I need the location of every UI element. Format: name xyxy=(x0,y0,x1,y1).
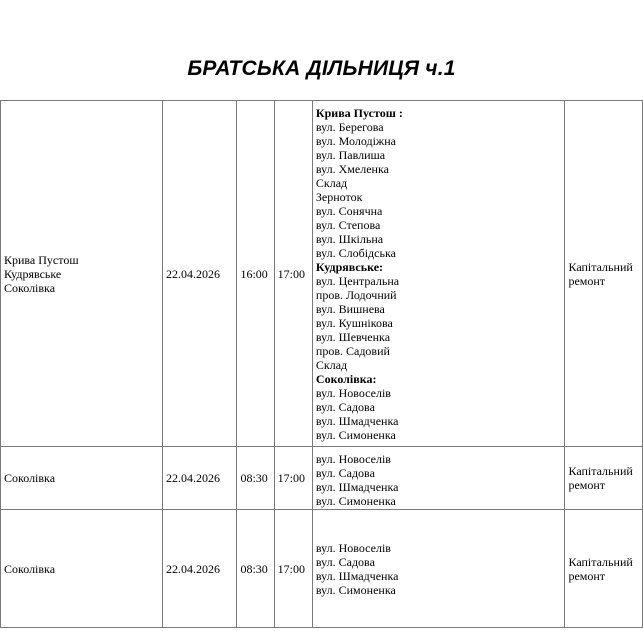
streets-cell xyxy=(312,101,565,447)
street-name: вул. Шмадченка xyxy=(315,568,399,583)
street-name: вул. Садова xyxy=(315,554,375,569)
start-time-cell: 08:30 xyxy=(237,510,274,628)
date-cell: 22.04.2026 xyxy=(163,447,237,510)
table-row xyxy=(1,510,643,628)
location-name: Соколівка xyxy=(4,280,56,295)
start-time-cell: 08:30 xyxy=(237,447,274,510)
end-time-cell: 17:00 xyxy=(274,101,312,447)
reason-cell xyxy=(565,447,643,510)
street-name: вул. Симоненка xyxy=(315,494,396,508)
street-name: вул. Шмадченка xyxy=(315,480,399,494)
street-name: вул. Садова xyxy=(315,466,375,480)
page-title: БРАТСЬКА ДІЛЬНИЦЯ ч.1 xyxy=(187,57,456,80)
street-name: вул. Садова xyxy=(315,400,375,414)
street-name: вул. Шкільна xyxy=(315,232,384,246)
end-time-cell: 17:00 xyxy=(274,510,312,628)
street-name: вул. Новоселів xyxy=(315,540,391,555)
street-name: вул. Хмеленка xyxy=(315,162,389,176)
locations-cell xyxy=(1,101,163,447)
date-cell: 22.04.2026 xyxy=(163,101,237,447)
table-row xyxy=(1,101,643,447)
street-name: вул. Новоселів xyxy=(315,452,391,466)
street-name: Склад xyxy=(315,358,348,372)
street-name: вул. Степова xyxy=(315,218,381,232)
location-name: Кудрявське xyxy=(4,266,62,281)
street-name: пров. Лодочний xyxy=(315,288,397,302)
settlement-heading: Крива Пустош : xyxy=(315,106,403,120)
street-name: вул. Шмадченка xyxy=(315,414,399,428)
locations-cell xyxy=(1,510,163,628)
location-name: Соколівка xyxy=(4,561,56,576)
streets-cell xyxy=(312,510,565,628)
reason-line: Капітальний xyxy=(568,259,633,274)
start-time-cell: 16:00 xyxy=(237,101,274,447)
street-name: вул. Симоненка xyxy=(315,428,396,442)
reason-line: Капітальний xyxy=(568,464,633,478)
street-name: вул. Сонячна xyxy=(315,204,383,218)
street-name: вул. Берегова xyxy=(315,120,384,134)
street-name: вул. Новоселів xyxy=(315,386,391,400)
reason-cell xyxy=(565,101,643,447)
reason-line: ремонт xyxy=(568,273,606,288)
reason-line: ремонт xyxy=(568,478,606,492)
end-time-cell: 17:00 xyxy=(274,447,312,510)
location-name: Крива Пустош xyxy=(4,252,79,267)
street-name: Склад xyxy=(315,176,348,190)
streets-cell xyxy=(312,447,565,510)
street-name: вул. Молодіжна xyxy=(315,134,396,148)
settlement-heading: Соколівка: xyxy=(315,372,377,386)
settlement-heading: Кудрявське: xyxy=(315,260,384,274)
reason-cell xyxy=(565,510,643,628)
reason-line: Капітальний xyxy=(568,554,633,569)
table-row xyxy=(1,447,643,510)
reason-line: ремонт xyxy=(568,568,606,583)
date-cell: 22.04.2026 xyxy=(163,510,237,628)
street-name: вул. Кушнікова xyxy=(315,316,393,330)
schedule-body xyxy=(1,101,643,628)
street-name: вул. Центральна xyxy=(315,274,400,288)
street-name: вул. Шевченка xyxy=(315,330,391,344)
street-name: пров. Садовий xyxy=(315,344,390,358)
location-name: Соколівка xyxy=(4,471,56,485)
street-name: вул. Вишнева xyxy=(315,302,385,316)
street-name: вул. Симоненка xyxy=(315,582,396,597)
locations-cell xyxy=(1,447,163,510)
street-name: Зерноток xyxy=(315,190,363,204)
street-name: вул. Слобідська xyxy=(315,246,396,260)
street-name: вул. Павлиша xyxy=(315,148,386,162)
outage-schedule-table xyxy=(0,100,643,628)
